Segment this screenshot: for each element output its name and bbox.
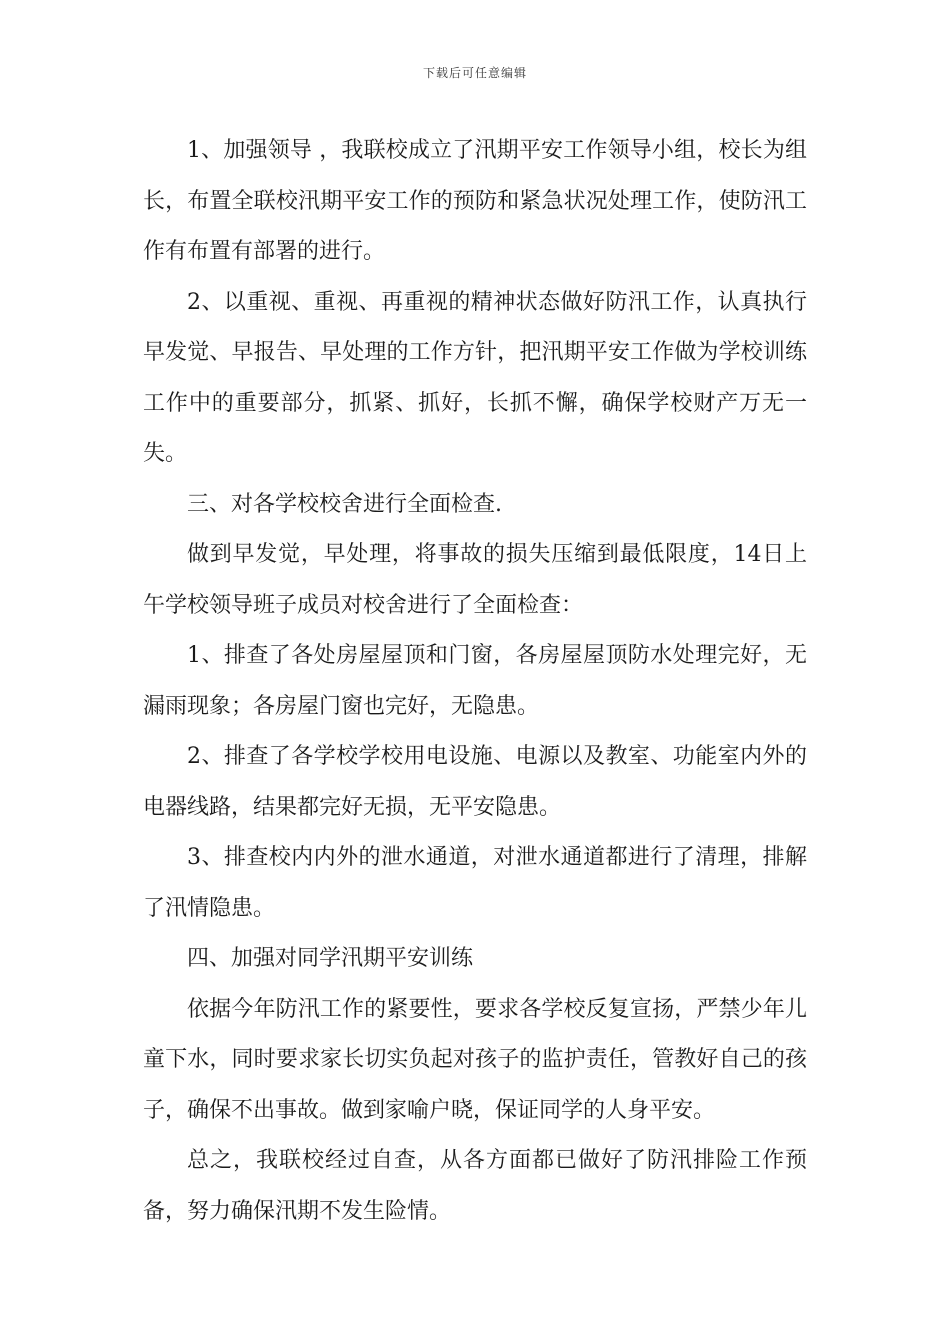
paragraph-conclusion: 总之，我联校经过自查，从各方面都已做好了防汛排险工作预备，努力确保汛期不发生险情。	[143, 1148, 807, 1224]
paragraph-inspection-intro: 做到早发觉，早处理，将事故的损失压缩到最低限度，14日上午学校领导班子成员对校舍进行了全面检查：	[143, 542, 807, 618]
section-heading-inspection: 三、对各学校校舍进行全面检查.	[187, 491, 502, 517]
paragraph-leadership: 1、加强领导 ，我联校成立了汛期平安工作领导小组，校长为组长，布置全联校汛期平安工作的预防和紧急状况处理工作，使防汛工作有布置有部署的进行。	[143, 138, 807, 264]
paragraph-electric-check: 2、排查了各学校学校用电设施、电源以及教室、功能室内外的电器线路，结果都完好无损，无平安隐患。	[143, 744, 807, 820]
header-note: 下载后可任意编辑	[422, 66, 527, 80]
document-body	[143, 126, 807, 1237]
paragraph-drainage-check: 3、排查校内内外的泄水通道，对泄水通道都进行了清理，排解了汛情隐患。	[143, 845, 807, 921]
paragraph-training: 依据今年防汛工作的紧要性，要求各学校反复宣扬，严禁少年儿童下水，同时要求家长切实负起对孩子的监护责任，管教好自己的孩子，确保不出事故。做到家喻户晓，保证同学的人身平安。	[143, 996, 807, 1123]
paragraph-attention: 2、以重视、重视、再重视的精神状态做好防汛工作，认真执行早发觉、早报告、早处理的工作方针，把汛期平安工作做为学校训练工作中的重要部分，抓紧、抓好，长抓不懈，确保学校财产万无一失。	[143, 289, 807, 466]
paragraph-roof-check: 1、排查了各处房屋屋顶和门窗，各房屋屋顶防水处理完好，无漏雨现象；各房屋门窗也完好，无隐患。	[143, 643, 807, 719]
section-heading-training: 四、加强对同学汛期平安训练	[187, 946, 474, 971]
